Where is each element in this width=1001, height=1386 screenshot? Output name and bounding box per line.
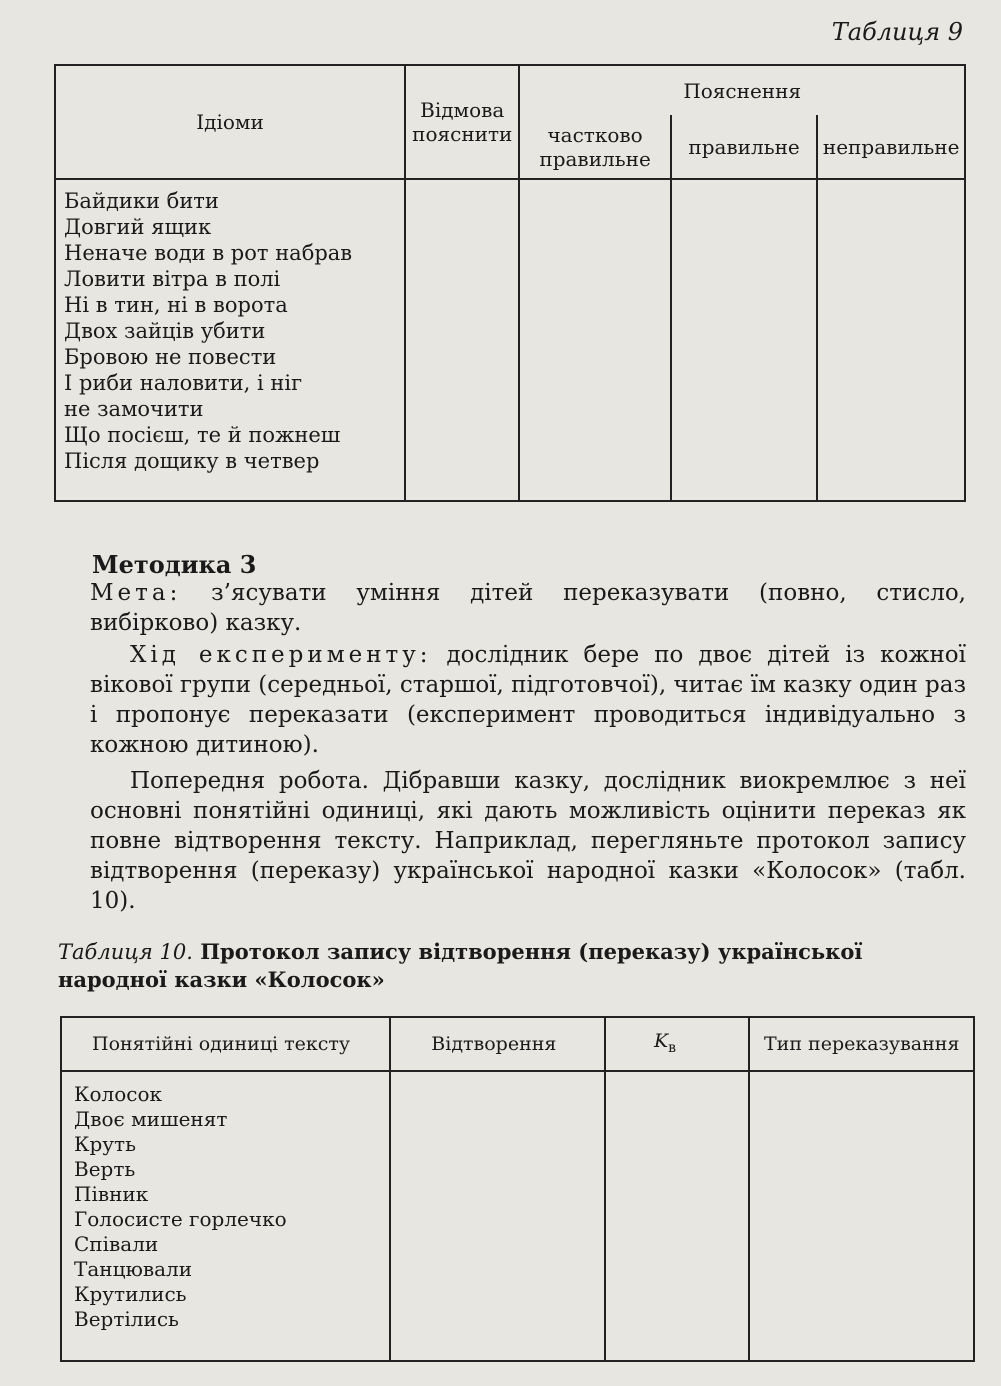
unit: Крутились [74,1282,187,1306]
method-preliminary: Попередня робота. Дібравши казку, дослідник виокремлює з неї основні понятійні одиниці, які дають можливість оцінити переказ як повне відтворення тексту. Наприклад, перегляньте протокол запису відтворення (переказу) української народної казки «Колосок» (табл. 10). [90,768,966,914]
method-course [90,640,966,760]
unit: Колосок [74,1082,163,1106]
unit: Танцювали [74,1257,193,1281]
empty-cell [519,179,670,501]
units-list [61,1071,390,1361]
unit: Вертілись [74,1307,179,1331]
header-units: Понятійні одиниці тексту [61,1017,390,1071]
table10-caption [58,938,968,994]
idiom: Довгий ящик [64,215,212,239]
course-label: Хід експерименту: [130,642,432,668]
table9-caption: Таблиця 9 [831,18,963,46]
table10-caption-label: Таблиця 10. [58,940,193,964]
idiom: Після дощику в четвер [64,449,320,473]
empty-cell [390,1071,605,1361]
header-idioms: Ідіоми [55,65,405,179]
empty-cell [817,179,965,501]
table10-caption-text: Протокол запису відтворення (переказу) української народної казки «Колосок» [58,939,863,992]
header-type: Тип переказування [749,1017,974,1071]
method-title: Методика 3 [92,550,257,579]
idioms-list [55,179,405,501]
goal-label: Мета: [90,580,182,606]
method-goal [90,578,966,638]
header-reproduction: Відтворення [390,1017,605,1071]
unit: Голосисте горлечко [74,1207,287,1231]
goal-text: з’ясувати уміння дітей переказувати (повно, стисло, вибірково) казку. [90,580,966,636]
unit: Співали [74,1232,159,1256]
unit: Круть [74,1132,137,1156]
header-k [605,1017,749,1071]
k-symbol: K [653,1029,669,1052]
course-text: дослідник бере по двоє дітей із кожної вікової групи (середньої, старшої, підготовчої), читає їм казку один раз і пропонує переказати (експеримент проводиться індивідуально з кожною дитиною). [90,642,967,758]
empty-cell [605,1071,749,1361]
empty-cell [405,179,519,501]
empty-cell [749,1071,974,1361]
unit: Двоє мишенят [74,1107,228,1131]
idiom: Що посієш, те й пожнеш [64,423,341,447]
idiom: І риби наловити, і ніг [64,371,303,395]
idiom: не замочити [64,397,204,421]
idiom: Ловити вітра в полі [64,267,281,291]
empty-cell [671,179,818,501]
unit: Верть [74,1157,136,1181]
idiom: Двох зайців убити [64,319,266,343]
header-explanation: Пояснення [519,65,965,115]
idiom: Неначе води в рот набрав [64,241,353,265]
header-incorrect: неправильне [817,115,965,179]
idiom: Ні в тин, ні в ворота [64,293,288,317]
retelling-table [60,1016,975,1362]
header-correct: правильне [671,115,818,179]
header-refuse: Відмова пояснити [405,65,519,179]
k-subscript: в [668,1039,677,1056]
unit: Півник [74,1182,149,1206]
idiom: Бровою не повести [64,345,277,369]
header-partial: частково правильне [519,115,670,179]
idiom: Байдики бити [64,189,219,213]
idioms-table [54,64,966,502]
